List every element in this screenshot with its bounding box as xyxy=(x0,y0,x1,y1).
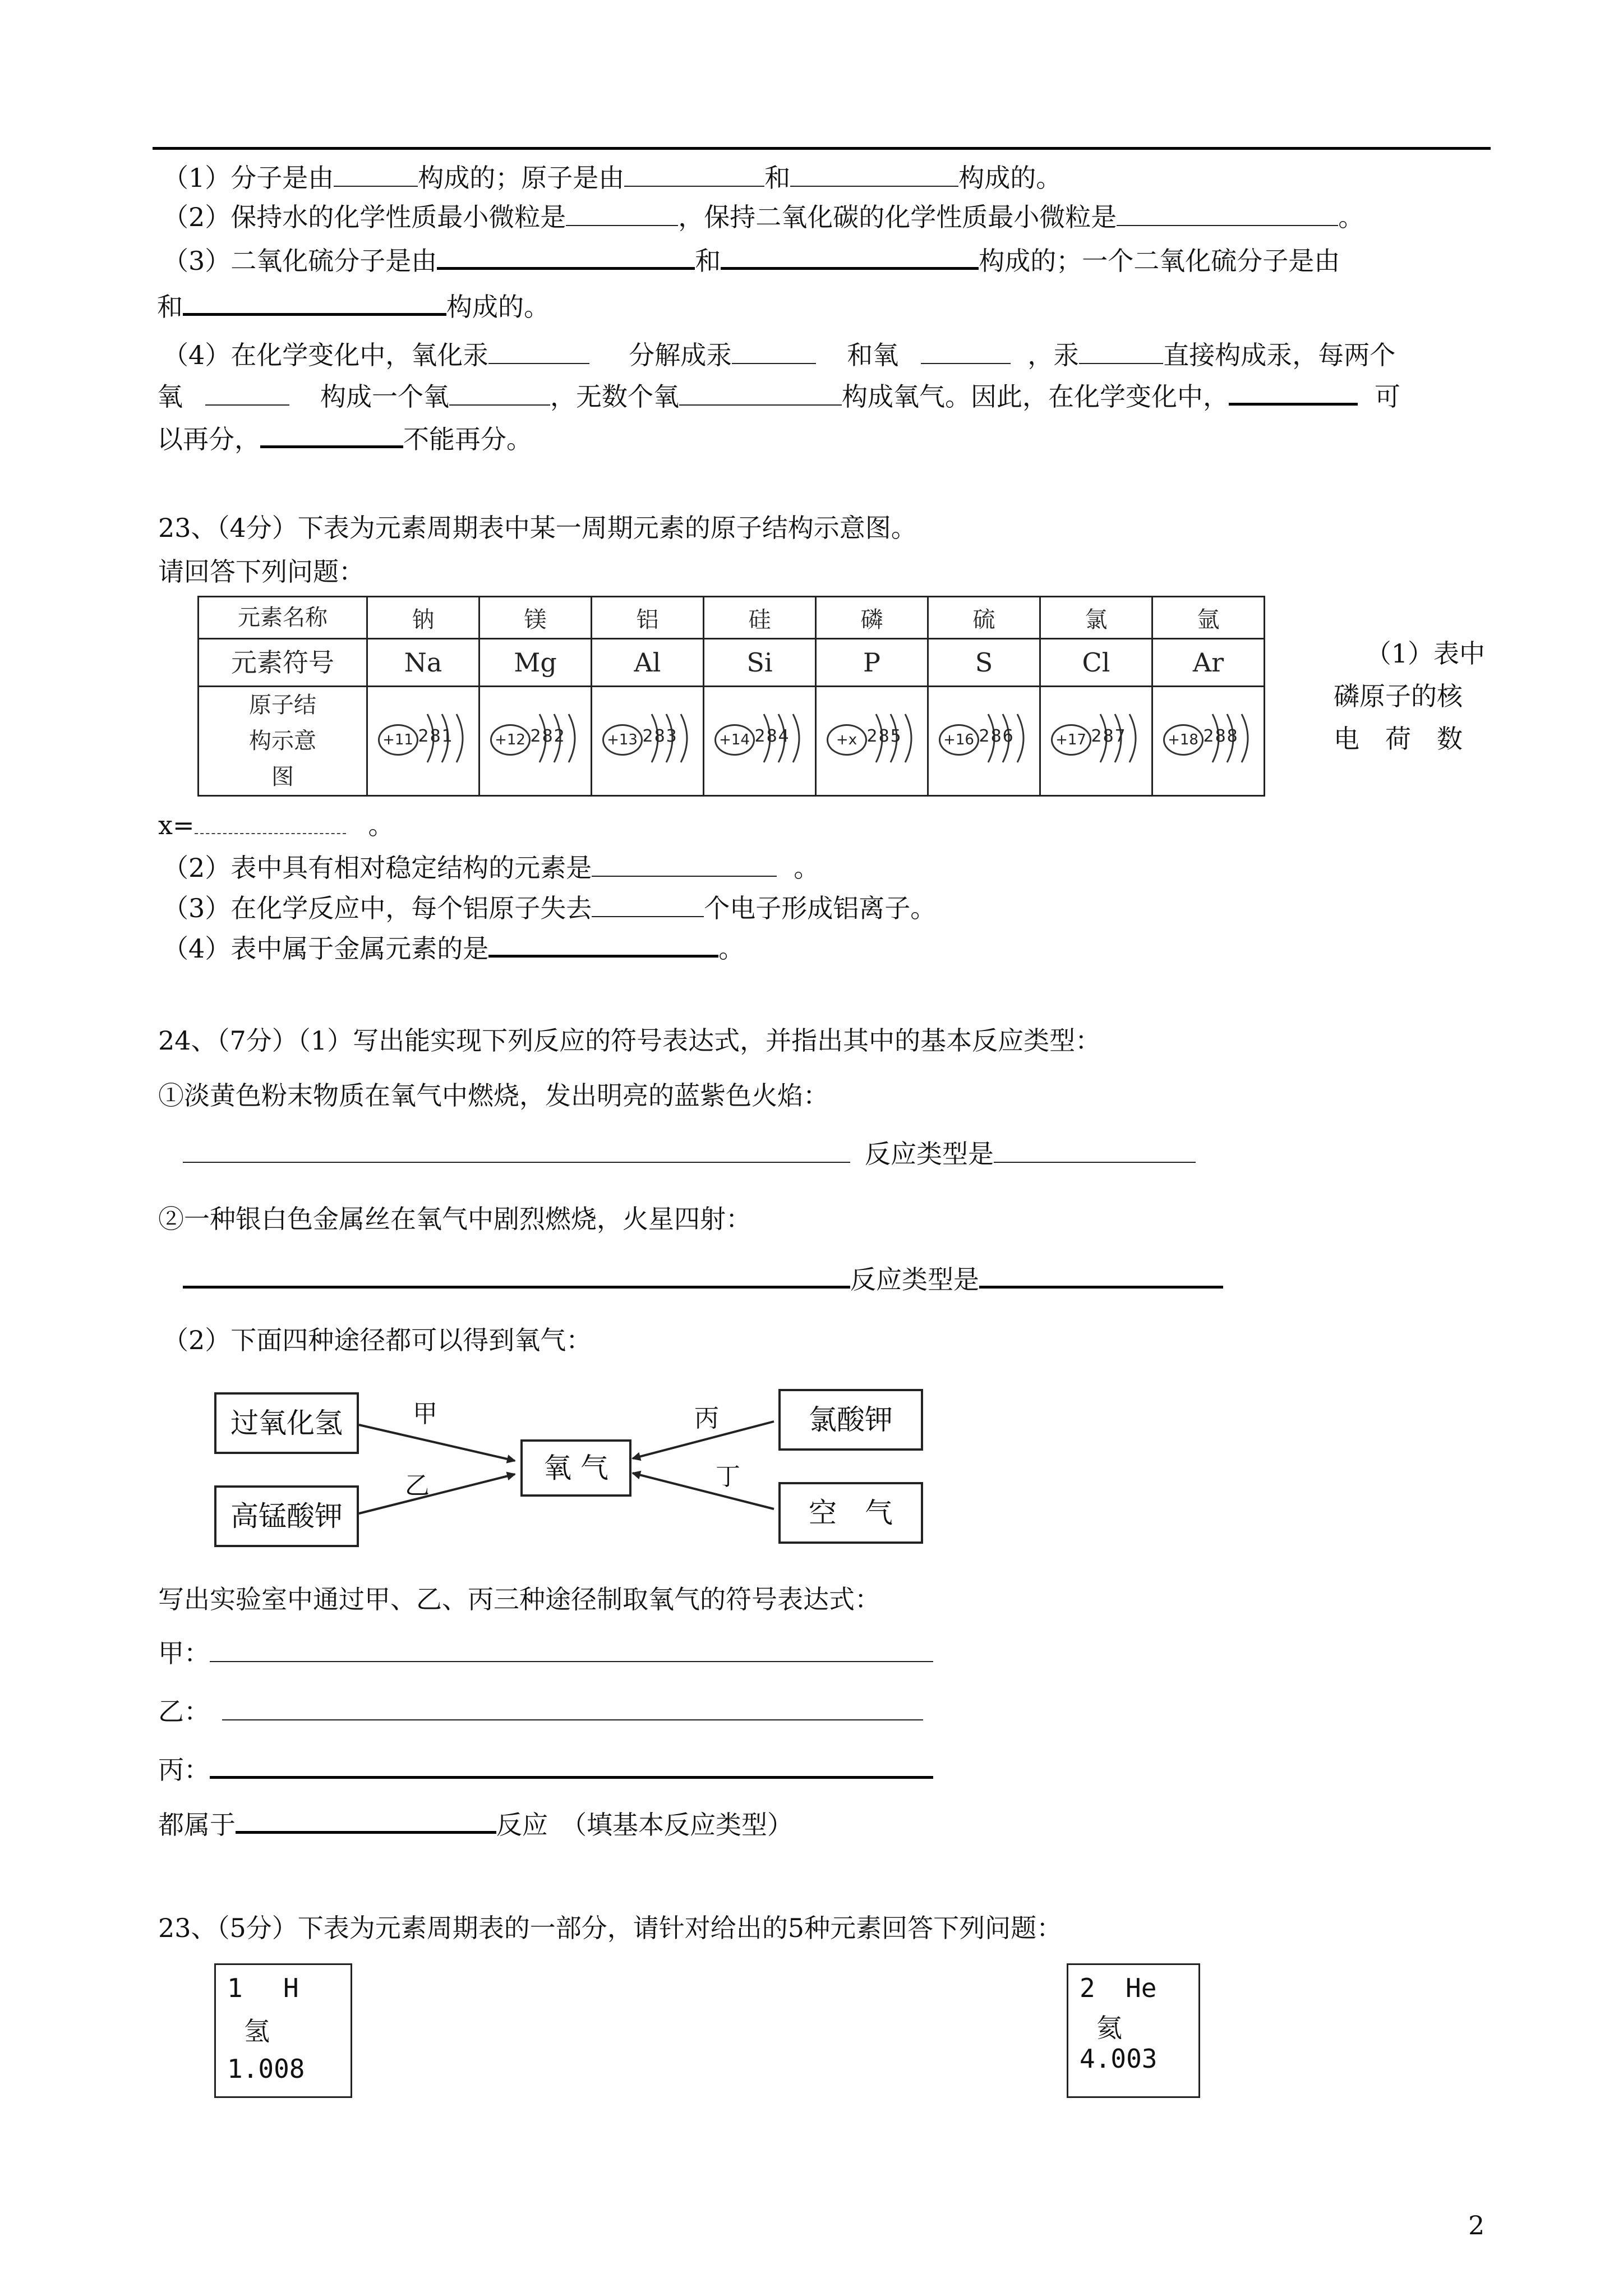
q23a-title: 23、（4分）下表为元素周期表中某一周期元素的原子结构示意图。 xyxy=(158,513,917,543)
q22-line-6: 氧 构成一个氧 ，无数个氧 构成氧气。因此，在化学变化中， 可 xyxy=(157,381,1400,412)
row-header: 元素名称 xyxy=(199,597,367,639)
q24-answer-1: 反应类型是 xyxy=(183,1137,1196,1171)
q23a-subtitle: 请回答下列问题： xyxy=(158,556,365,587)
q23a-q2: （2）表中具有相对稳定结构的元素是 。 xyxy=(163,853,820,883)
q24-answer-2: 反应类型是 xyxy=(183,1262,1223,1297)
nucleus-charge: +11 xyxy=(378,724,418,756)
electron-counts: 282 xyxy=(530,726,566,746)
box-air: 空 气 xyxy=(778,1482,923,1544)
box-potassium-chlorate: 氯酸钾 xyxy=(778,1389,923,1451)
element-cell-he xyxy=(1067,1963,1200,2098)
element-cell-h xyxy=(214,1963,352,2098)
q22-line-7: 以再分， 不能再分。 xyxy=(157,424,532,454)
q23a-side-q1: （1）表中 磷原子的核 电 荷 数 xyxy=(1334,638,1485,754)
q24-part-2: （2）下面四种途径都可以得到氧气： xyxy=(163,1325,592,1355)
q22-line-5: （4）在化学变化中，氧化汞 分解成汞 和氧 ，汞 直接构成汞，每两个 xyxy=(163,340,1396,370)
atomic-mass: 1.008 xyxy=(227,2054,305,2084)
row-header: 元素符号 xyxy=(199,639,367,687)
electron-counts: 283 xyxy=(642,726,678,746)
q24-jia-line: 甲： xyxy=(158,1636,933,1671)
element-symbol-cell: P xyxy=(816,639,928,687)
atomic-number: 2 xyxy=(1080,1973,1095,2003)
nucleus-charge: +17 xyxy=(1051,724,1091,756)
nucleus-charge: +14 xyxy=(714,724,755,756)
element-name-cell: 氩 xyxy=(1152,597,1265,639)
nucleus-charge: +16 xyxy=(939,724,979,756)
label-ding: 丁 xyxy=(716,1462,740,1491)
element-symbol-cell: Mg xyxy=(479,639,592,687)
blank[interactable] xyxy=(236,1809,496,1834)
q22-line-1: （1）分子是由 构成的；原子是由 和 构成的。 xyxy=(163,163,1062,193)
element-symbol-cell: Si xyxy=(704,639,816,687)
blank[interactable] xyxy=(222,1697,923,1720)
box-potassium-permanganate: 高锰酸钾 xyxy=(214,1485,359,1547)
atomic-mass: 4.003 xyxy=(1080,2044,1158,2074)
box-oxygen: 氧 气 xyxy=(520,1439,631,1497)
row-header: 原子结构示意图 xyxy=(199,687,367,796)
label-yi: 乙 xyxy=(405,1471,430,1500)
q24-yi-line: 乙： xyxy=(158,1694,923,1729)
box-hydrogen-peroxide: 过氧化氢 xyxy=(214,1392,359,1454)
electron-counts: 281 xyxy=(418,726,454,746)
atomic-number: 1 xyxy=(227,1973,243,2003)
element-symbol-cell: Cl xyxy=(1040,639,1152,687)
q24-item-2: ②一种银白色金属丝在氧气中剧烈燃烧，火星四射： xyxy=(158,1204,751,1234)
element-name-cell: 磷 xyxy=(816,597,928,639)
element-symbol-cell: S xyxy=(928,639,1040,687)
arrow-yi xyxy=(359,1474,515,1513)
q23a-q3: （3）在化学反应中，每个铝原子失去 个电子形成铝离子。 xyxy=(163,893,937,923)
element-name-cell: 镁 xyxy=(479,597,592,639)
q22-line-3: （3）二氧化硫分子是由 和 构成的；一个二氧化硫分子是由 xyxy=(163,246,1340,276)
label-bing: 丙 xyxy=(694,1404,719,1433)
q23a-q4: （4）表中属于金属元素的是 。 xyxy=(163,933,745,964)
q24-instruction: 写出实验室中通过甲、乙、丙三种途径制取氧气的符号表达式： xyxy=(158,1584,880,1614)
nucleus-charge: +13 xyxy=(602,724,643,756)
element-name-cell: 硅 xyxy=(704,597,816,639)
q22-line-4: 和 构成的。 xyxy=(157,292,550,322)
element-symbol-cell: Na xyxy=(367,639,479,687)
blank[interactable] xyxy=(210,1639,933,1662)
element-name: 氢 xyxy=(244,2016,270,2046)
q23a-x-line: x= 。 xyxy=(158,810,394,840)
q24-item-1: ①淡黄色粉末物质在氧气中燃烧，发出明亮的蓝紫色火焰： xyxy=(158,1080,829,1111)
nucleus-charge: +x xyxy=(827,724,867,756)
element-name-cell: 钠 xyxy=(367,597,479,639)
q24-title: 24、（7分）（1）写出能实现下列反应的符号表达式，并指出其中的基本反应类型： xyxy=(158,1025,1101,1056)
element-name-cell: 铝 xyxy=(592,597,704,639)
element-name-cell: 硫 xyxy=(928,597,1040,639)
q23b-title: 23、（5分）下表为元素周期表的一部分，请针对给出的5种元素回答下列问题： xyxy=(158,1913,1063,1943)
electron-counts: 284 xyxy=(754,726,790,746)
page-number: 2 xyxy=(1468,2210,1485,2240)
electron-counts: 287 xyxy=(1091,726,1127,746)
element-symbol: He xyxy=(1126,1973,1157,2003)
element-symbol-cell: Al xyxy=(592,639,704,687)
element-symbol-cell: Ar xyxy=(1152,639,1265,687)
element-name: 氦 xyxy=(1096,2013,1122,2043)
q22-line-2: （2）保持水的化学性质最小微粒是 ，保持二氧化碳的化学性质最小微粒是 。 xyxy=(163,202,1364,232)
element-name-cell: 氯 xyxy=(1040,597,1152,639)
element-symbol: H xyxy=(283,1973,299,2003)
q24-belongs-line: 都属于 反应 （填基本反应类型） xyxy=(158,1810,793,1840)
blank[interactable] xyxy=(210,1754,933,1779)
arrow-jia xyxy=(359,1425,515,1461)
nucleus-charge: +12 xyxy=(490,724,531,756)
label-jia: 甲 xyxy=(413,1400,437,1428)
electron-counts: 285 xyxy=(866,726,902,746)
electron-counts: 288 xyxy=(1203,726,1239,746)
q24-bing-line: 丙： xyxy=(158,1752,933,1787)
arrow-ding xyxy=(633,1473,774,1509)
nucleus-charge: +18 xyxy=(1163,724,1204,756)
electron-counts: 286 xyxy=(979,726,1015,746)
